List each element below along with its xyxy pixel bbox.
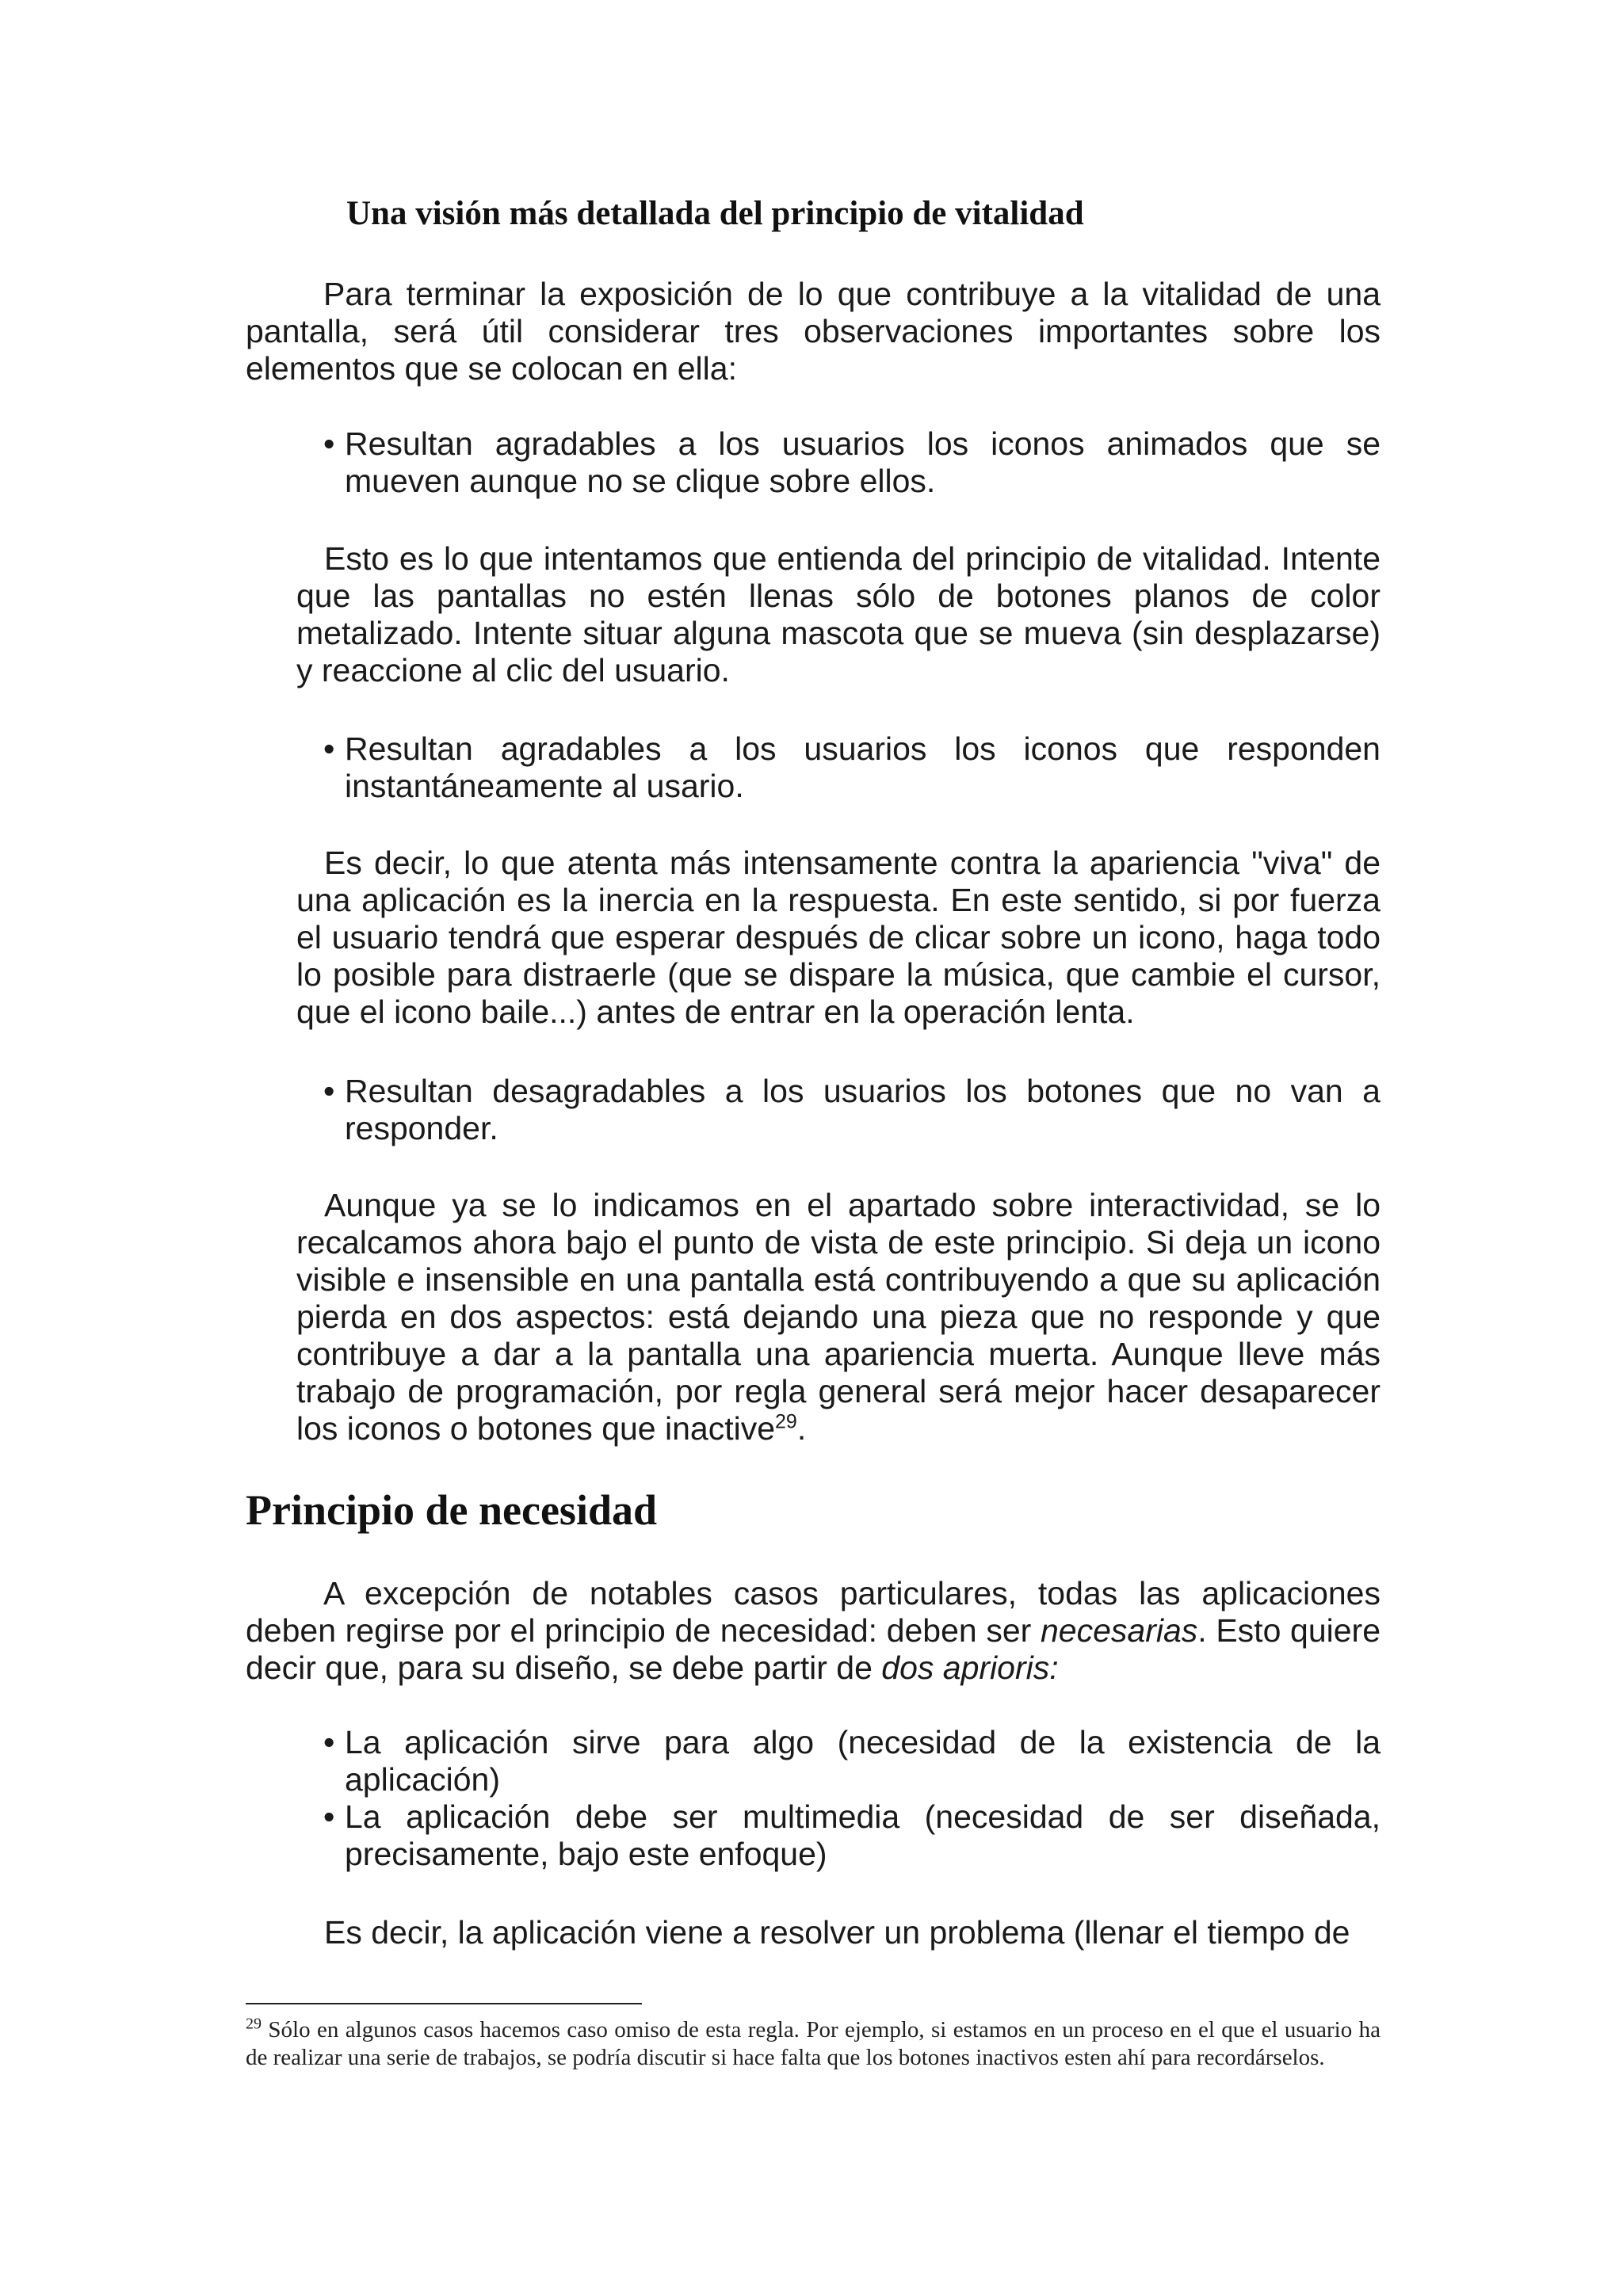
bullet-list	[246, 730, 1381, 805]
footnote-reference[interactable]: 29	[775, 1410, 797, 1433]
intro-paragraph: Para terminar la exposición de lo que contribuye a la vitalidad de una pantalla, será útil considerar tres observaciones importantes sobre los elementos que se colocan en ella:	[246, 276, 1381, 387]
emphasis-text: necesarias	[1041, 1612, 1198, 1649]
paragraph-text: . Esto quiere decir que, para su diseño, se debe partir de	[246, 1612, 1381, 1686]
intro-block	[246, 276, 1381, 387]
bullet-text: La aplicación sirve para algo (necesidad de la existencia de la aplicación)	[345, 1724, 1381, 1798]
paragraph-block-3	[246, 1187, 1381, 1447]
body-paragraph: Esto es lo que intentamos que entienda del principio de vitalidad. Intente que las pantallas no estén llenas sólo de botones planos de color metalizado. Intente situar alguna mascota que se mueva (sin desplazarse) y reaccione al clic del usuario.	[296, 540, 1381, 688]
paragraph-block-2	[246, 845, 1381, 1031]
list-item	[246, 1798, 1381, 1873]
list-item	[246, 730, 1381, 805]
bullet-block-2	[246, 730, 1381, 805]
paragraph-end: .	[796, 1410, 807, 1447]
emphasis-text: dos aprioris:	[881, 1650, 1059, 1686]
list-item	[246, 1073, 1381, 1147]
list-item	[246, 1724, 1381, 1798]
section-heading: Principio de necesidad	[246, 1486, 658, 1534]
section-subheading: Una visión más detallada del principio de vitalidad	[346, 195, 1084, 232]
bullet-text: Resultan agradables a los usuarios los iconos animados que se mueven aunque no se clique sobre ellos.	[345, 425, 1381, 499]
footnote-number: 29	[246, 2015, 262, 2033]
paragraph-block-1	[246, 540, 1381, 689]
bullet-text: Resultan desagradables a los usuarios los botones que no van a responder.	[345, 1073, 1381, 1146]
bullet-dot: •	[323, 730, 335, 767]
bullet-list	[246, 425, 1381, 500]
footnote-text: Sólo en algunos casos hacemos caso omiso de esta regla. Por ejemplo, si estamos en un proceso en el que el usuario ha de realizar una serie de trabajos, se podría discutir si hace falta que los botones inactivos esten ahí para recordárselos.	[246, 2017, 1381, 2070]
bullet-list	[246, 1724, 1381, 1873]
bullet-text: Resultan agradables a los usuarios los iconos que responden instantáneamente al usario.	[345, 730, 1381, 804]
bullet-list	[246, 1073, 1381, 1147]
body-paragraph	[296, 1187, 1381, 1447]
paragraph-text: Aunque ya se lo indicamos en el apartado sobre interactividad, se lo recalcamos ahora bajo el punto de vista de este principio. Si deja un icono visible e insensible en una pantalla está contribuyendo a que su aplicación pierda en dos aspectos: está dejando una pieza que no responde y que contribuye a dar a la pantalla una apariencia muerta. Aunque lleve más trabajo de programación, por regla general será mejor hacer desaparecer los iconos o botones que inactive	[296, 1187, 1381, 1447]
bullet-dot: •	[323, 1724, 335, 1760]
paragraph-text: A excepción de notables casos particulares, todas las aplicaciones deben regirse por el principio de necesidad: deben ser	[246, 1575, 1381, 1649]
paragraph-block-4	[246, 1914, 1381, 1951]
body-paragraph: Es decir, lo que atenta más intensamente contra la apariencia "viva" de una aplicación es la inercia en la respuesta. En este sentido, si por fuerza el usuario tendrá que esperar después de clicar sobre un icono, haga todo lo posible para distraerle (que se dispare la música, que cambie el cursor, que el icono baile...) antes de entrar en la operación lenta.	[296, 845, 1381, 1030]
bullet-block-4	[246, 1724, 1381, 1873]
bullet-block-3	[246, 1073, 1381, 1147]
body-paragraph	[246, 1575, 1381, 1687]
bullet-text: La aplicación debe ser multimedia (necesidad de ser diseñada, precisamente, bajo este enfoque)	[345, 1798, 1381, 1872]
necesidad-block	[246, 1575, 1381, 1687]
bullet-dot: •	[323, 425, 335, 462]
list-item	[246, 425, 1381, 500]
bullet-block-1	[246, 425, 1381, 500]
bullet-dot: •	[323, 1798, 335, 1835]
footnote	[246, 2016, 1381, 2072]
body-paragraph: Es decir, la aplicación viene a resolver un problema (llenar el tiempo de	[324, 1914, 1350, 1951]
footnote-divider	[246, 2003, 642, 2004]
bullet-dot: •	[323, 1073, 335, 1109]
